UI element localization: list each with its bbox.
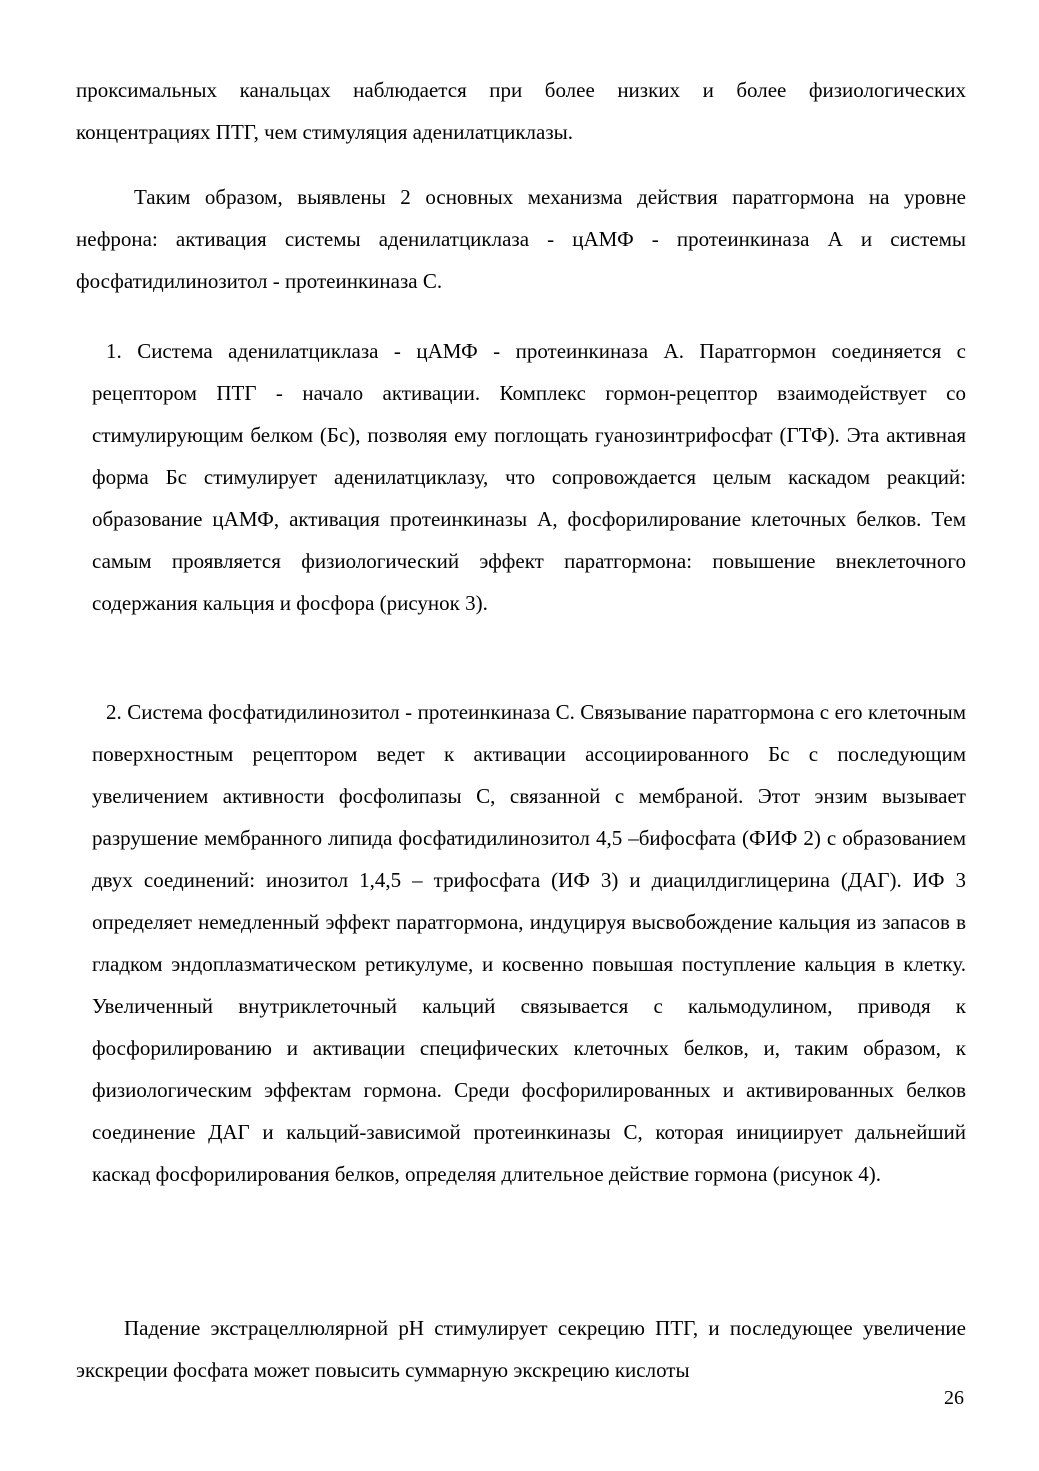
paragraph-continuation: проксимальных канальцах наблюдается при более низких и более физиологических концентрациях ПТГ, чем стимуляция аденилатциклазы. bbox=[76, 78, 966, 144]
paragraph-ph: Падение экстрацеллюлярной рН стимулирует секрецию ПТГ, и последующее увеличение экскреции фосфата может повысить суммарную экскрецию кислоты bbox=[76, 1316, 966, 1382]
page-number: 26 bbox=[944, 1387, 964, 1409]
list-marker: 2. bbox=[106, 700, 122, 724]
list-marker: 1. bbox=[106, 339, 122, 363]
list-item bbox=[92, 330, 966, 624]
list-item-text: Система аденилатциклаза - цАМФ - протеинкиназа А. Паратгормон соединяется с рецептором ПТГ - начало активации. Комплекс гормон-рецептор взаимодействует со стимулирующим белком (Бс), позволяя ему поглощать гуанозинтрифосфат (ГТФ). Эта активная форма Бс стимулирует аденилатциклазу, что сопровождается целым каскадом реакций: образование цАМФ, активация протеинкиназы А, фосфорилирование клеточных белков. Тем самым проявляется физиологический эффект паратгормона: повышение внеклеточного содержания кальция и фосфора (рисунок 3). bbox=[92, 339, 966, 615]
list-item bbox=[92, 691, 966, 1195]
paragraph-summary: Таким образом, выявлены 2 основных механизма действия паратгормона на уровне нефрона: активация системы аденилатциклаза - цАМФ - протеинкиназа А и системы фосфатидилинозитол - протеинкиназа С. bbox=[76, 185, 966, 293]
list-item-text: Система фосфатидилинозитол - протеинкиназа С. Связывание паратгормона с его клеточным поверхностным рецептором ведет к активации ассоциированного Бс с последующим увеличением активности фосфолипазы С, связанной с мембраной. Этот энзим вызывает разрушение мембранного липида фосфатидилинозитол 4,5 –бифосфата (ФИФ 2) с образованием двух соединений: инозитол 1,4,5 – трифосфата (ИФ 3) и диацилдиглицерина (ДАГ). ИФ 3 определяет немедленный эффект паратгормона, индуцируя высвобождение кальция из запасов в гладком эндоплазматическом ретикулуме, и косвенно повышая поступление кальция в клетку. Увеличенный внутриклеточный кальций связывается с кальмодулином, приводя к фосфорилированию и активации специфических клеточных белков, и, таким образом, к физиологическим эффектам гормона. Среди фосфорилированных и активированных белков соединение ДАГ и кальций-зависимой протеинкиназы С, которая инициирует дальнейший каскад фосфорилирования белков, определяя длительное действие гормона (рисунок 4). bbox=[92, 700, 966, 1186]
